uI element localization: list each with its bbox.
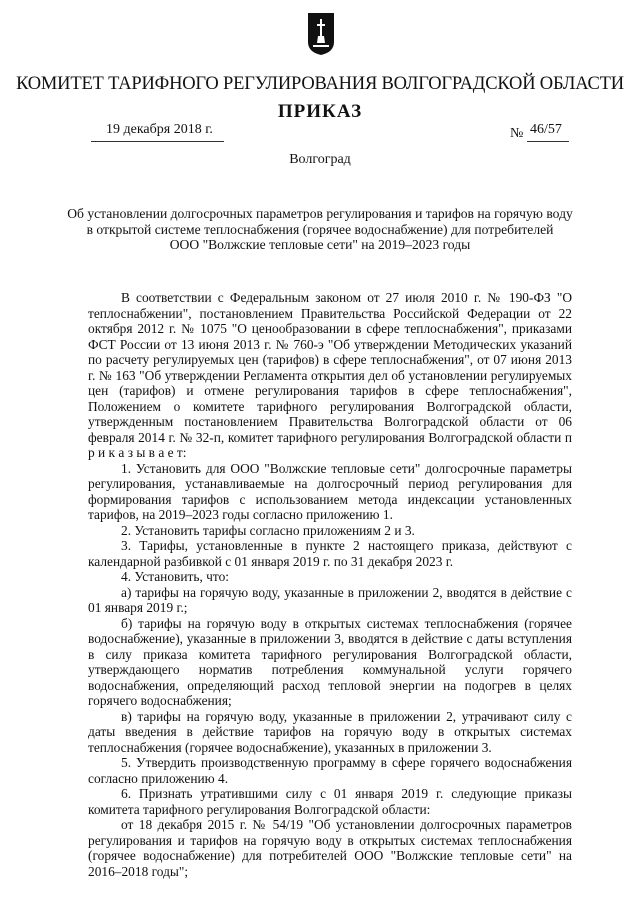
subject-line: в открытой системе теплоснабжения (горячее водоснабжение) для потребителей [86, 221, 554, 237]
order-body [88, 290, 572, 879]
preamble-paragraph: В соответствии с Федеральным законом от 27 июля 2010 г. № 190-ФЗ "О теплоснабжении", постановлением Правительства Российской Федерации от 22 октября 2012 г. № 1075 "О ценообразовании в сфере теплоснабжения", приказами ФСТ России от 13 июня 2013 г. № 760-э "Об утверждении Методических указаний по расчету регулируемых цен (тарифов) в сфере теплоснабжения", от 07 июня 2013 г. № 163 "Об утверждении Регламента открытия дел об установлении регулируемых цен (тарифов) и отмене регулирования тарифов в сфере теплоснабжения", Положением о комитете тарифного регулирования Волгоградской области, утвержденным постановлением Правительства Волгоградской области от 06 февраля 2014 г. № 32-п, комитет тарифного регулирования Волгоградской области п р и к а з ы в а е т: [88, 290, 572, 460]
clause-5: 5. Утвердить производственную программу в сфере горячего водоснабжения согласно приложению 4. [88, 755, 572, 786]
order-number: 46/57 [530, 122, 562, 137]
clause-3: 3. Тарифы, установленные в пункте 2 настоящего приказа, действуют с календарной разбивкой с 01 января 2019 г. по 31 декабря 2023 г. [88, 538, 572, 569]
clause-6a: от 18 декабря 2015 г. № 54/19 "Об установлении долгосрочных параметров регулирования и тарифов на горячую воду в открытых системах теплоснабжения (горячее водоснабжение) для потребителей ООО "Волжские тепловые сети" на 2016–2018 годы"; [88, 817, 572, 879]
clause-6: 6. Признать утратившими силу с 01 января 2019 г. следующие приказы комитета тарифного регулирования Волгоградской области: [88, 786, 572, 817]
number-underline [527, 141, 569, 142]
clause-4: 4. Установить, что: [121, 569, 229, 584]
order-date: 19 декабря 2018 г. [106, 122, 213, 137]
date-underline [91, 141, 224, 142]
order-subject [60, 206, 580, 253]
committee-title: КОМИТЕТ ТАРИФНОГО РЕГУЛИРОВАНИЯ ВОЛГОГРАДСКОЙ ОБЛАСТИ [16, 74, 624, 94]
subject-line: ООО "Волжские тепловые сети" на 2019–2023 годы [169, 237, 471, 252]
document-type: ПРИКАЗ [277, 101, 363, 122]
coat-of-arms-emblem [307, 12, 335, 56]
clause-4c: в) тарифы на горячую воду, указанные в приложении 2, утрачивают силу с даты введения в действие тарифов на горячую воду в открытых системах теплоснабжения (горячее водоснабжение), указанных в приложении 3. [88, 708, 572, 755]
clause-1: 1. Установить для ООО "Волжские тепловые сети" долгосрочные параметры регулирования, устанавливаемые на долгосрочный период регулирования для формирования тарифов с использованием метода индексации установленных тарифов, на 2019–2023 годы согласно приложению 1. [88, 460, 572, 522]
subject-line: Об установлении долгосрочных параметров регулирования и тарифов на горячую воду [67, 206, 573, 221]
clause-4b: б) тарифы на горячую воду в открытых системах теплоснабжения (горячее водоснабжение), указанные в приложении 3, вводятся в действие с даты вступления в силу приказа комитета тарифного регулирования Волгоградской области, утверждающего норматив потребления коммунальной услуги горячего водоснабжения, определяющий расход тепловой энергии на подогрев в целях горячего водоснабжения; [88, 615, 572, 708]
number-sign: № [510, 126, 524, 141]
city: Волгоград [289, 152, 351, 167]
clause-4a: а) тарифы на горячую воду, указанные в приложении 2, вводятся в действие с 01 января 2019 г.; [88, 584, 572, 615]
clause-2: 2. Установить тарифы согласно приложениям 2 и 3. [121, 522, 415, 538]
